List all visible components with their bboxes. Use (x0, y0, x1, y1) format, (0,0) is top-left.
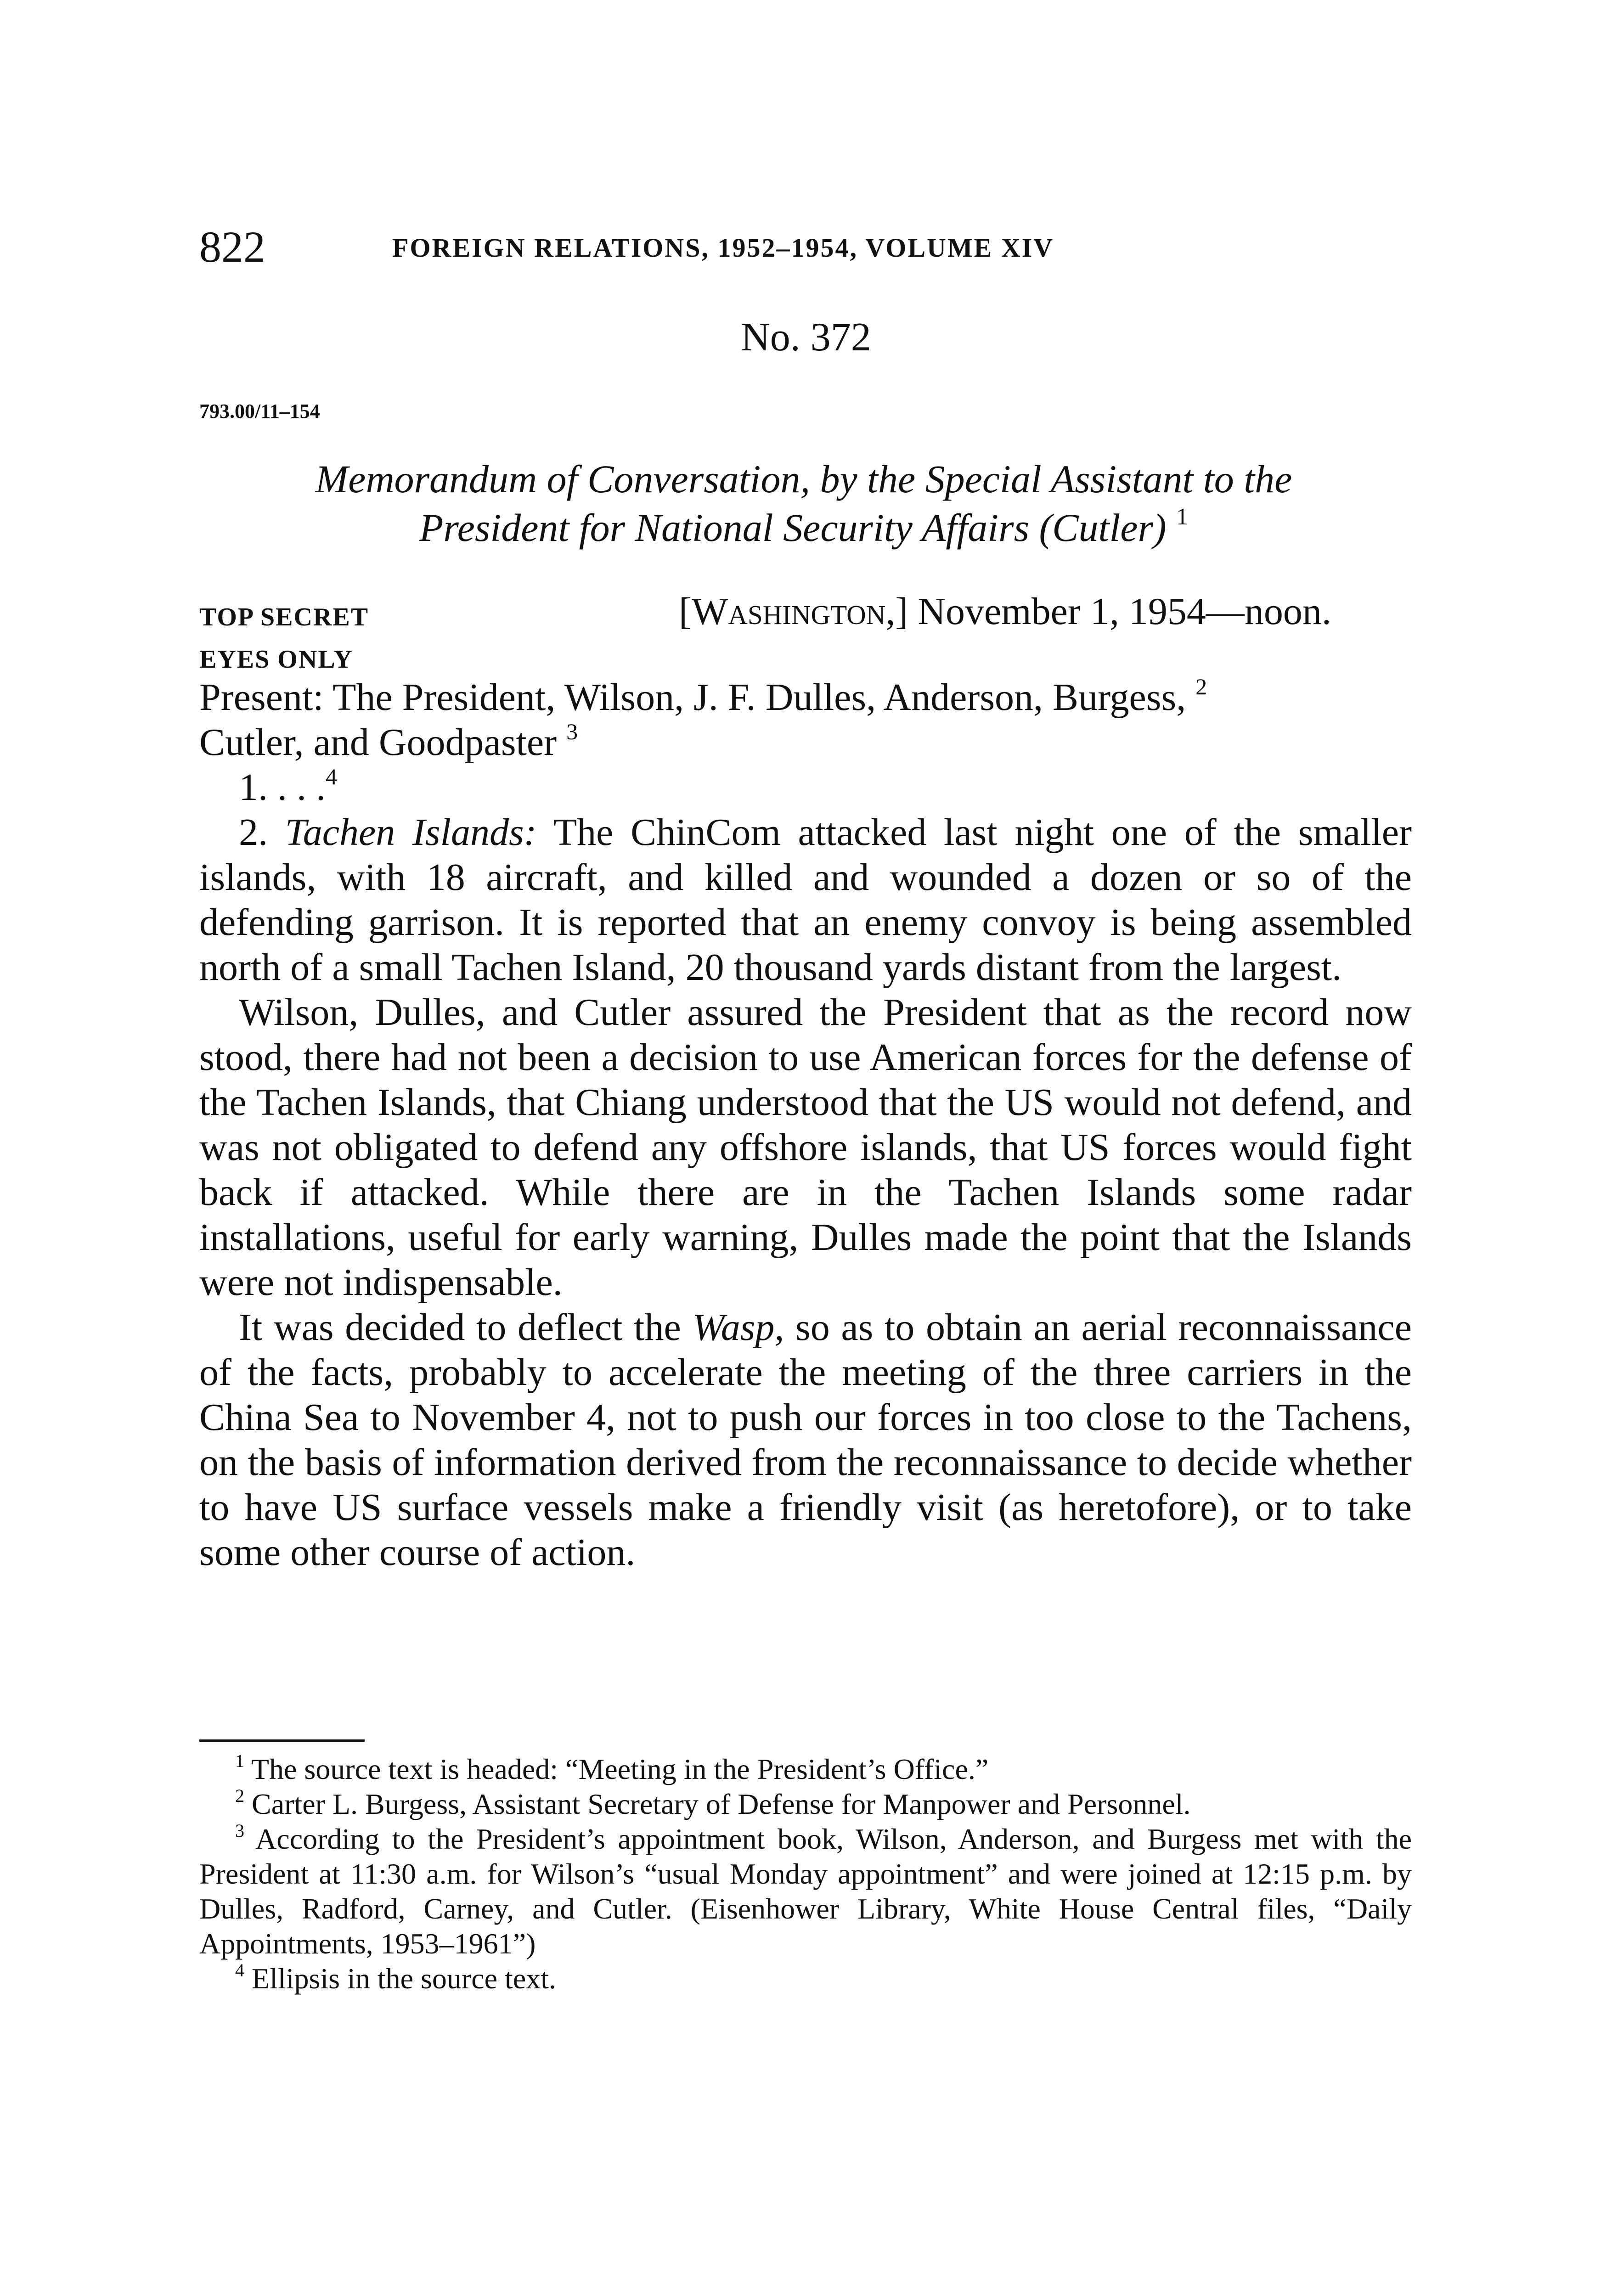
footnote-text: The source text is headed: “Meeting in the President’s Office.” (251, 1753, 989, 1785)
footnote-marker: 2 (235, 1785, 244, 1806)
paragraph-3-rest: so as to obtain an aerial reconnaissance of the facts, probably to accelerate the meeting of the three carriers in the China Sea to November 4, not to push our forces in too close to the Tachens, on the basis of information derived from the reconnaissance to decide whether to have US surface vessels make a friendly visit (as heretofore), or to take some other course of action. (199, 1306, 1412, 1574)
paragraph-2: Wilson, Dulles, and Cutler assured the President that as the record now stood, there had not been a decision to use American forces for the defense of the Tachen Islands, that Chiang understood that the US would not defend, and was not obligated to defend any offshore islands, that US forces would fight back if attacked. While there are in the Tachen Islands some radar installations, useful for early warning, Dulles made the point that the Islands were not indispensable. (199, 991, 1412, 1304)
dateline-place: [Washington,] (679, 590, 908, 633)
paragraph-3-start: It was decided to deflect the (239, 1306, 681, 1349)
item-1 (199, 765, 1412, 810)
document-body (199, 675, 1412, 1575)
document-number: No. 372 (741, 315, 871, 360)
page-header (199, 219, 1412, 284)
classification-top-secret: TOP SECRET (199, 603, 369, 631)
footnote-4 (199, 1961, 1412, 1996)
page-number: 822 (199, 222, 265, 271)
footnote-ref: 3 (566, 719, 578, 744)
item-2-label: 2. (239, 811, 268, 854)
item-1-text: 1. . . . (239, 766, 326, 809)
running-head: FOREIGN RELATIONS, 1952–1954, VOLUME XIV (392, 233, 1054, 263)
item-2-heading: Tachen Islands: (285, 811, 537, 854)
footnote-ref: 2 (1195, 674, 1207, 699)
footnote-marker: 4 (235, 1960, 244, 1981)
footnote-3 (199, 1822, 1412, 1961)
footnote-text: According to the President’s appointment book, Wilson, Anderson, and Burgess met with the President at 11:30 a.m. for Wilson’s “usual Monday appointment” and were joined at 12:15 p.m. by Dulles, Radford, Carney, and Cutler. (Eisenhower Library, White House Central files, “Daily Appointments, 1953–1961”) (199, 1823, 1412, 1960)
ship-name: Wasp, (692, 1306, 784, 1349)
footnote-marker: 1 (235, 1750, 244, 1771)
present-text: Present: The President, Wilson, J. F. Dulles, Anderson, Burgess, (199, 676, 1186, 719)
present-text-continued: Cutler, and Goodpaster (199, 721, 557, 764)
title-line-2 (248, 503, 1359, 552)
classification (199, 596, 369, 681)
classification-eyes-only: EYES ONLY (199, 645, 353, 674)
paragraph-3 (199, 1305, 1412, 1575)
footnote-ref: 4 (326, 764, 337, 789)
footnote-1 (199, 1752, 1412, 1787)
footnotes (199, 1752, 1412, 1996)
document-title (248, 455, 1359, 552)
footnote-text: Ellipsis in the source text. (252, 1962, 556, 1995)
footnote-2 (199, 1787, 1412, 1822)
dateline-date: November 1, 1954—noon. (918, 590, 1331, 633)
item-2 (199, 810, 1412, 990)
present-list (160, 675, 1412, 765)
footnote-text: Carter L. Burgess, Assistant Secretary of Defense for Manpower and Personnel. (252, 1788, 1191, 1820)
footnote-marker: 3 (235, 1820, 244, 1841)
file-reference: 793.00/11–154 (199, 400, 320, 422)
dateline (679, 589, 1331, 635)
title-line-1: Memorandum of Conversation, by the Special Assistant to the (315, 457, 1292, 501)
footnote-ref: 1 (1176, 504, 1189, 530)
title-line-2-text: President for National Security Affairs (Cutler) (419, 506, 1167, 550)
footnote-divider (199, 1739, 365, 1742)
item-2-text: The ChinCom attacked last night one of the smaller islands, with 18 aircraft, and killed and wounded a dozen or so of the defending garrison. It is reported that an enemy convoy is being assembled north of a small Tachen Island, 20 thousand yards distant from the largest. (199, 811, 1412, 989)
